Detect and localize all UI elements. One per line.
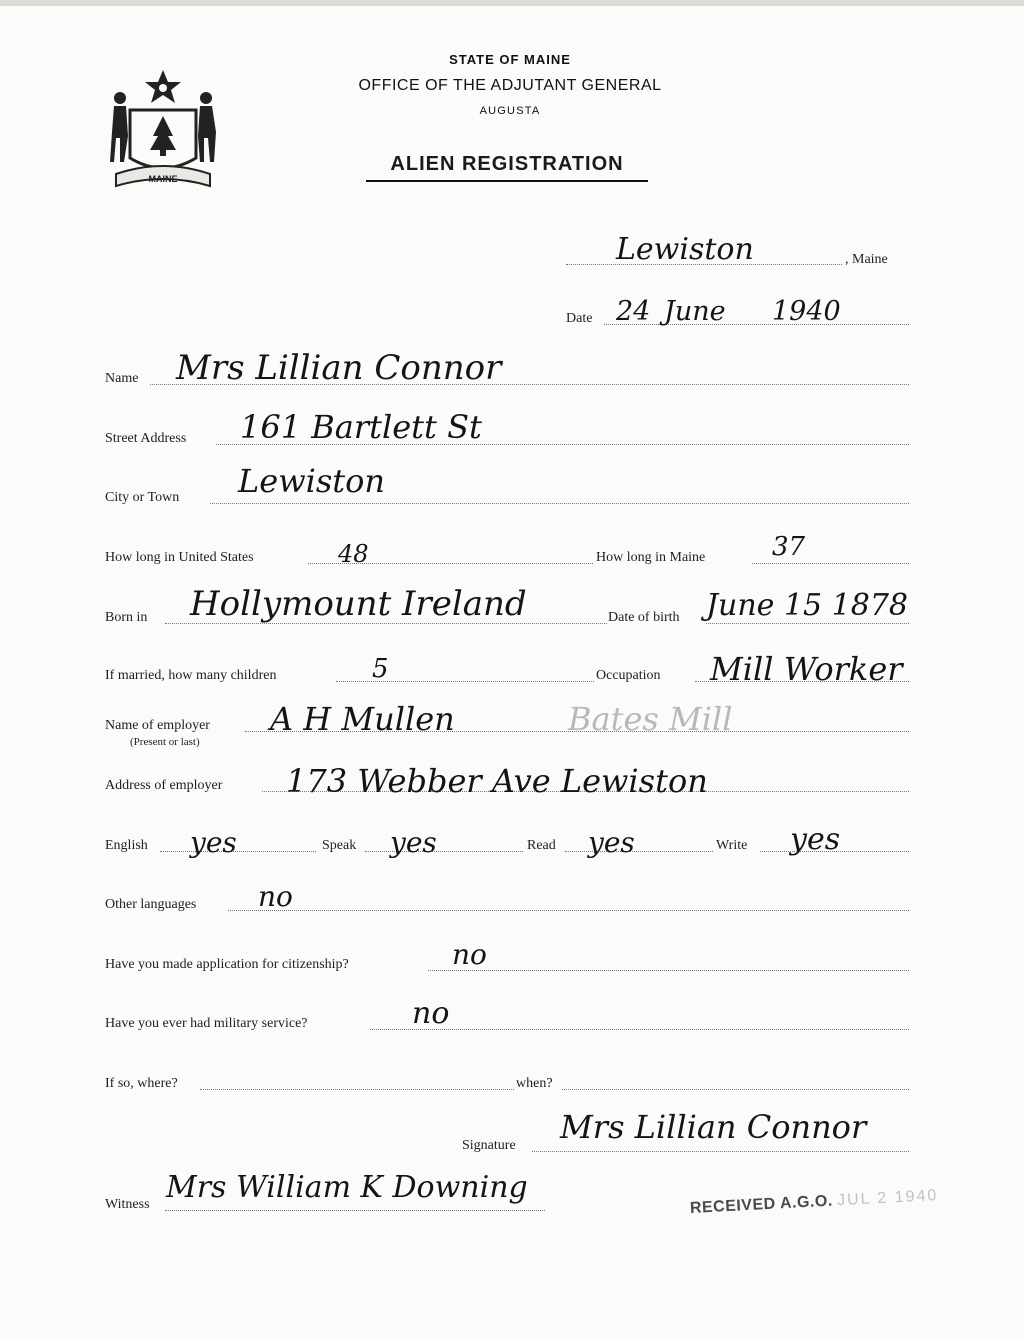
other-languages-line bbox=[228, 910, 909, 911]
years-us-value: 48 bbox=[338, 540, 369, 568]
speak-label: Speak bbox=[322, 838, 357, 853]
date-month: June bbox=[664, 296, 726, 327]
received-stamp-date: JUL 2 1940 bbox=[836, 1186, 939, 1210]
years-maine-value: 37 bbox=[772, 532, 806, 562]
read-value: yes bbox=[588, 826, 635, 859]
header-city: AUGUSTA bbox=[479, 105, 541, 117]
born-in-value: Hollymount Ireland bbox=[190, 584, 527, 624]
name-label: Name bbox=[105, 371, 139, 386]
write-label: Write bbox=[716, 838, 748, 853]
english-line bbox=[160, 851, 316, 852]
children-value: 5 bbox=[372, 654, 389, 684]
name-value: Mrs Lillian Connor bbox=[176, 348, 502, 388]
employer-address-label: Address of employer bbox=[105, 778, 223, 793]
seal-banner-text: MAINE bbox=[148, 174, 178, 184]
when-label: when? bbox=[516, 1076, 553, 1091]
born-in-label: Born in bbox=[105, 610, 148, 625]
years-maine-line bbox=[752, 563, 909, 564]
maine-state-seal-icon bbox=[108, 66, 218, 194]
dob-line bbox=[706, 623, 909, 624]
witness-line bbox=[165, 1210, 545, 1211]
signature-value: Mrs Lillian Connor bbox=[560, 1108, 867, 1146]
occupation-value: Mill Worker bbox=[710, 650, 903, 688]
place-value: Lewiston bbox=[616, 232, 754, 267]
citizenship-line bbox=[428, 970, 909, 971]
speak-line bbox=[365, 851, 523, 852]
other-languages-value: no bbox=[258, 880, 293, 913]
form-title: ALIEN REGISTRATION bbox=[366, 153, 648, 182]
signature-label: Signature bbox=[462, 1138, 516, 1153]
city-value: Lewiston bbox=[238, 462, 385, 500]
years-us-label: How long in United States bbox=[105, 550, 254, 565]
header-office: OFFICE OF THE ADJUTANT GENERAL bbox=[358, 77, 662, 94]
where-line bbox=[200, 1089, 514, 1090]
place-suffix-label: , Maine bbox=[845, 252, 888, 267]
english-value: yes bbox=[190, 826, 237, 859]
received-stamp-text: RECEIVED A.G.O. bbox=[689, 1192, 834, 1217]
city-line bbox=[210, 503, 909, 504]
dob-label: Date of birth bbox=[608, 610, 680, 625]
military-line bbox=[370, 1029, 909, 1030]
date-label: Date bbox=[566, 311, 593, 326]
employer-extra-value: Bates Mill bbox=[568, 700, 733, 738]
dob-value: June 15 1878 bbox=[706, 588, 909, 623]
english-label: English bbox=[105, 838, 148, 853]
scan-edge bbox=[0, 0, 1024, 6]
other-languages-label: Other languages bbox=[105, 897, 197, 912]
speak-value: yes bbox=[390, 826, 437, 859]
read-label: Read bbox=[527, 838, 556, 853]
street-value: 161 Bartlett St bbox=[240, 408, 482, 446]
military-label: Have you ever had military service? bbox=[105, 1016, 308, 1031]
citizenship-label: Have you made application for citizenship? bbox=[105, 957, 349, 972]
write-value: yes bbox=[790, 822, 841, 857]
occupation-label: Occupation bbox=[596, 668, 661, 683]
signature-line bbox=[532, 1151, 909, 1152]
where-label: If so, where? bbox=[105, 1076, 178, 1091]
witness-label: Witness bbox=[105, 1197, 150, 1212]
employer-label: Name of employer bbox=[105, 718, 210, 733]
city-label: City or Town bbox=[105, 490, 180, 505]
when-line bbox=[562, 1089, 909, 1090]
witness-value: Mrs William K Downing bbox=[166, 1170, 528, 1205]
children-label: If married, how many children bbox=[105, 668, 277, 683]
employer-sublabel: (Present or last) bbox=[130, 736, 200, 748]
header-state: STATE OF MAINE bbox=[449, 52, 571, 67]
date-day: 24 bbox=[616, 296, 651, 327]
citizenship-value: no bbox=[452, 938, 487, 971]
street-label: Street Address bbox=[105, 431, 187, 446]
received-stamp bbox=[690, 1187, 939, 1218]
date-year: 1940 bbox=[772, 296, 841, 327]
military-value: no bbox=[412, 996, 450, 1031]
employer-address-value: 173 Webber Ave Lewiston bbox=[286, 762, 708, 800]
employer-value: A H Mullen bbox=[270, 700, 455, 738]
years-maine-label: How long in Maine bbox=[596, 550, 706, 565]
